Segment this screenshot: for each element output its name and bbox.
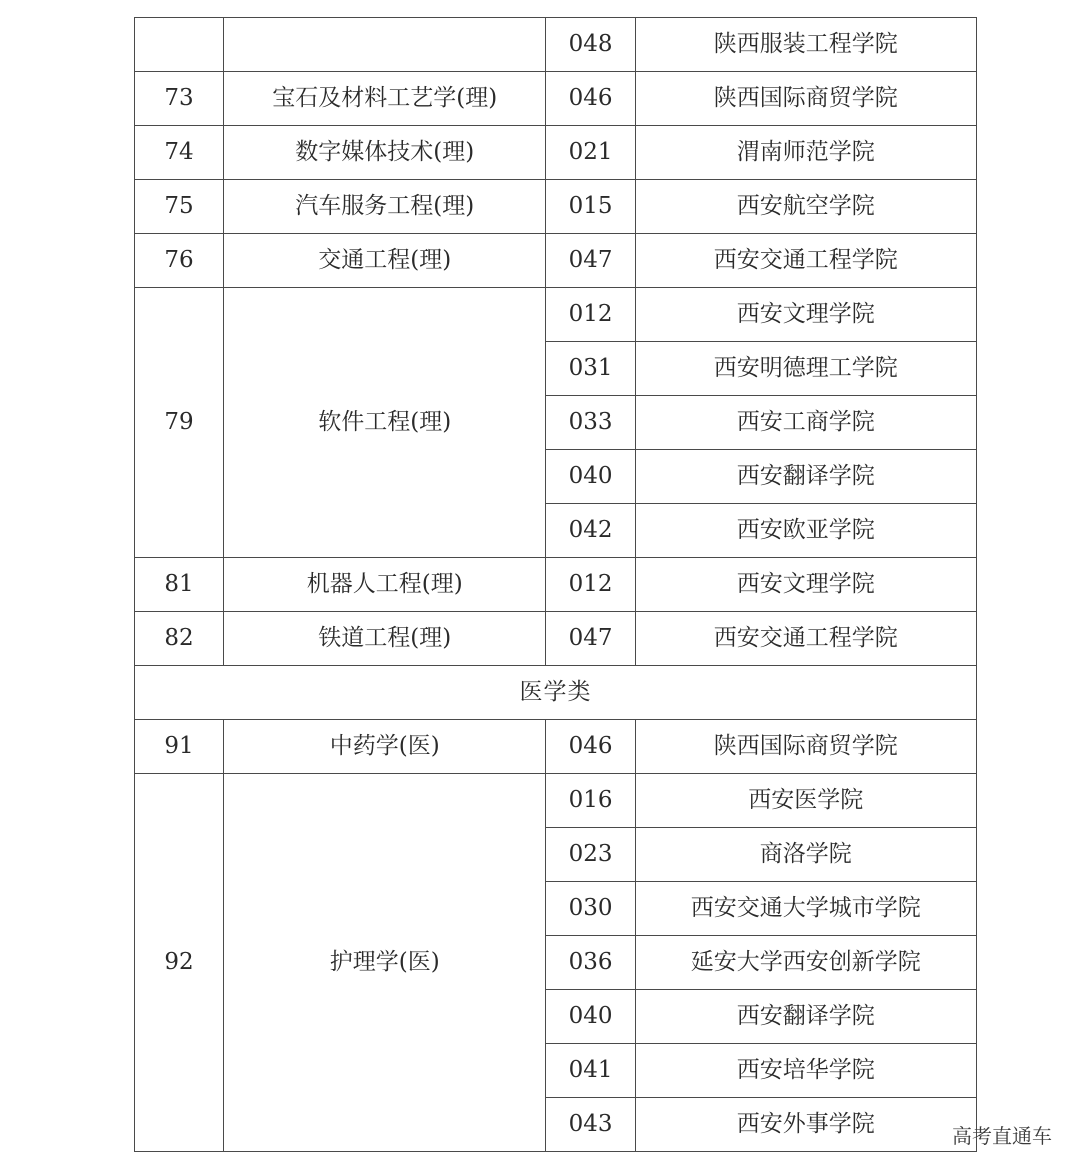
school-code-cell: 012: [546, 558, 635, 612]
major-name-cell: 软件工程(理): [224, 288, 546, 558]
major-name-cell: 护理学(医): [224, 774, 546, 1152]
table-row: [135, 180, 977, 234]
school-name-cell: 渭南师范学院: [635, 126, 976, 180]
school-name-cell: 陕西服装工程学院: [635, 18, 976, 72]
major-name-cell: 交通工程(理): [224, 234, 546, 288]
school-code-cell: 030: [546, 882, 635, 936]
school-code-cell: 041: [546, 1044, 635, 1098]
major-name-cell: 中药学(医): [224, 720, 546, 774]
school-code-cell: 012: [546, 288, 635, 342]
admission-table: [134, 17, 977, 1152]
major-number-cell: 76: [135, 234, 224, 288]
school-name-cell: 商洛学院: [635, 828, 976, 882]
table-row: [135, 558, 977, 612]
table-row: [135, 234, 977, 288]
school-code-cell: 031: [546, 342, 635, 396]
major-number-cell: 81: [135, 558, 224, 612]
major-number-cell: 91: [135, 720, 224, 774]
major-number-cell: 75: [135, 180, 224, 234]
section-heading: 医学类: [135, 666, 977, 720]
major-number-cell: 79: [135, 288, 224, 558]
school-code-cell: 047: [546, 234, 635, 288]
school-code-cell: 036: [546, 936, 635, 990]
school-code-cell: 040: [546, 450, 635, 504]
school-code-cell: 047: [546, 612, 635, 666]
watermark-text: 高考直通车: [952, 1124, 1052, 1148]
school-name-cell: 西安医学院: [635, 774, 976, 828]
school-code-cell: 046: [546, 72, 635, 126]
table-row: [135, 126, 977, 180]
school-code-cell: 048: [546, 18, 635, 72]
school-name-cell: 陕西国际商贸学院: [635, 72, 976, 126]
school-code-cell: 015: [546, 180, 635, 234]
school-name-cell: 西安外事学院: [635, 1098, 976, 1152]
school-name-cell: 陕西国际商贸学院: [635, 720, 976, 774]
school-name-cell: 西安交通工程学院: [635, 234, 976, 288]
school-name-cell: 西安工商学院: [635, 396, 976, 450]
major-number-cell: 73: [135, 72, 224, 126]
school-name-cell: 西安文理学院: [635, 288, 976, 342]
school-name-cell: 西安文理学院: [635, 558, 976, 612]
table-row: [135, 72, 977, 126]
major-name-cell: 机器人工程(理): [224, 558, 546, 612]
major-name-cell: 铁道工程(理): [224, 612, 546, 666]
school-code-cell: 021: [546, 126, 635, 180]
table-row: [135, 720, 977, 774]
table-row: [135, 612, 977, 666]
table-row: [135, 774, 977, 828]
school-code-cell: 033: [546, 396, 635, 450]
school-code-cell: 016: [546, 774, 635, 828]
school-code-cell: 043: [546, 1098, 635, 1152]
school-name-cell: 西安航空学院: [635, 180, 976, 234]
school-name-cell: 西安翻译学院: [635, 990, 976, 1044]
major-number-cell: 92: [135, 774, 224, 1152]
major-number-cell: 74: [135, 126, 224, 180]
major-name-cell: 数字媒体技术(理): [224, 126, 546, 180]
school-name-cell: 西安交通工程学院: [635, 612, 976, 666]
major-name-cell: [224, 18, 546, 72]
major-name-cell: 宝石及材料工艺学(理): [224, 72, 546, 126]
school-name-cell: 西安明德理工学院: [635, 342, 976, 396]
major-name-cell: 汽车服务工程(理): [224, 180, 546, 234]
school-code-cell: 042: [546, 504, 635, 558]
school-code-cell: 023: [546, 828, 635, 882]
school-name-cell: 西安交通大学城市学院: [635, 882, 976, 936]
major-number-cell: 82: [135, 612, 224, 666]
school-code-cell: 040: [546, 990, 635, 1044]
table-row: [135, 288, 977, 342]
school-name-cell: 延安大学西安创新学院: [635, 936, 976, 990]
school-name-cell: 西安欧亚学院: [635, 504, 976, 558]
section-row: [135, 666, 977, 720]
table-row: [135, 18, 977, 72]
school-name-cell: 西安培华学院: [635, 1044, 976, 1098]
major-number-cell: [135, 18, 224, 72]
school-name-cell: 西安翻译学院: [635, 450, 976, 504]
school-code-cell: 046: [546, 720, 635, 774]
